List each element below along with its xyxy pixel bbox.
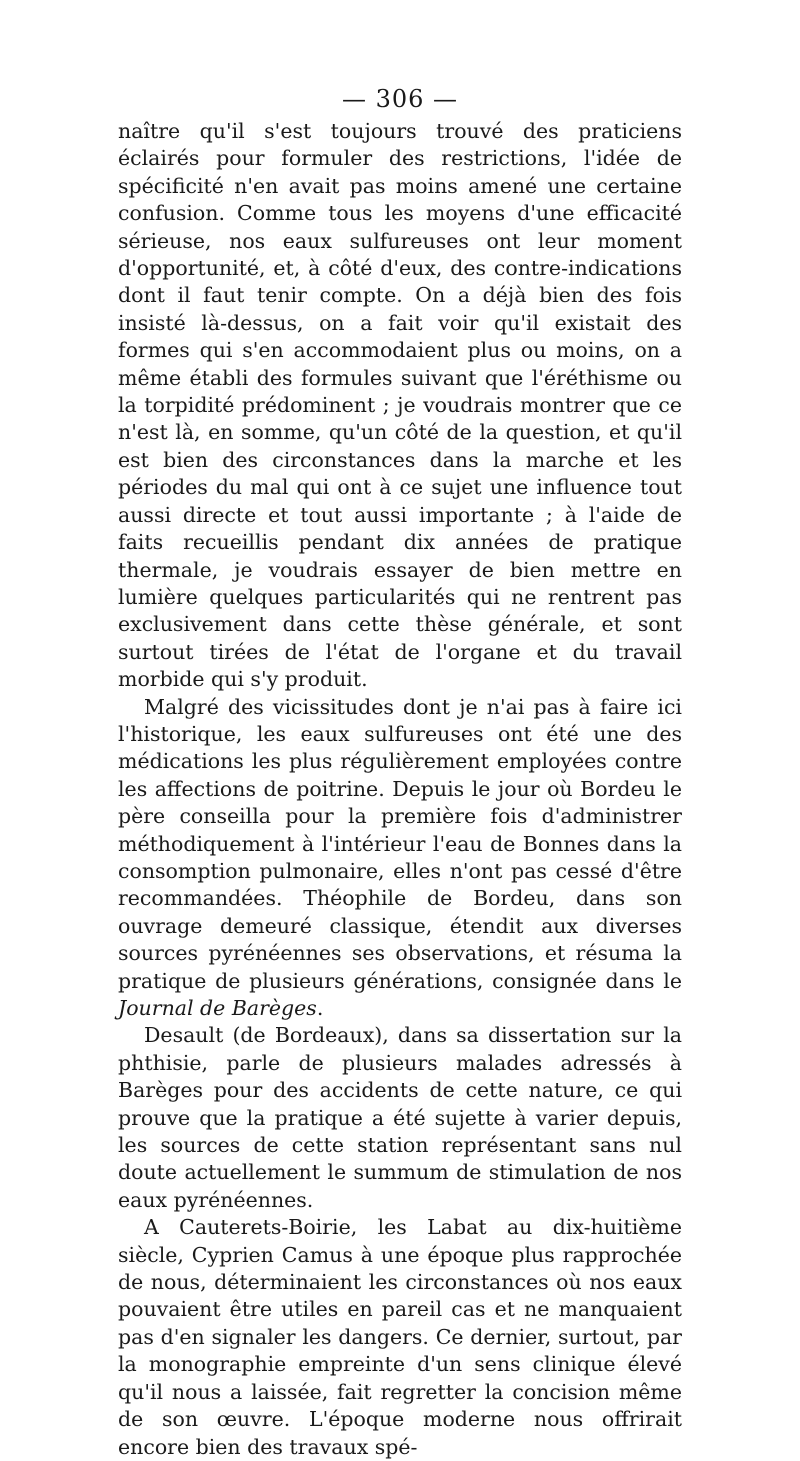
page-number: — 306 —	[341, 85, 459, 113]
paragraph-1	[118, 118, 682, 694]
journal-title: Journal de Barèges	[118, 996, 317, 1020]
paragraph-3	[118, 1022, 682, 1214]
paragraph-2-text: Malgré des vicissitudes dont je n'ai pas à faire ici l'historique, les eaux sulfureuses ont été une des médications les plus régulièrement employées contre les affections de poitrine. Depuis le jour où Bordeu le père conseilla pour la première fois d'administrer méthodiquement à l'intérieur l'eau de Bonnes dans la consomption pulmonaire, elles n'ont pas cessé d'être recommandées. Théophile de Bordeu, dans son ouvrage demeuré classique, étendit aux diverses sources pyrénéennes ses observations, et résuma la pratique de plusieurs générations, consignée dans le	[118, 694, 682, 993]
paragraph-4	[118, 1214, 682, 1461]
body-text	[118, 118, 682, 1461]
paragraph-2-end: .	[316, 996, 324, 1020]
paragraph-2	[118, 694, 682, 1023]
paragraph-4-text: A Cauterets-Boirie, les Labat au dix-huitième siècle, Cyprien Camus à une époque plus rapprochée de nous, déterminaient les circonstances où nos eaux pouvaient être utiles en pareil cas et ne manquaient pas d'en signaler les dangers. Ce dernier, surtout, par la monographie empreinte d'un sens clinique élevé qu'il nous a laissée, fait regretter la concision même de son œuvre. L'époque moderne nous offrirait encore bien des travaux spé-	[118, 1215, 682, 1459]
paragraph-1-text: naître qu'il s'est toujours trouvé des praticiens éclairés pour formuler des restrictions, l'idée de spécificité n'en avait pas moins amené une certaine confusion. Comme tous les moyens d'une efficacité sérieuse, nos eaux sulfureuses ont leur moment d'opportunité, et, à côté d'eux, des contre-indications dont il faut tenir compte. On a déjà bien des fois insisté là-dessus, on a fait voir qu'il existait des formes qui s'en accommodaient plus ou moins, on a même établi des formules suivant que l'éréthisme ou la torpidité prédominent ; je voudrais montrer que ce n'est là, en somme, qu'un côté de la question, et qu'il est bien des circonstances dans la marche et les périodes du mal qui ont à ce sujet une influence tout aussi directe et tout aussi importante ; à l'aide de faits recueillis pendant dix années de pratique thermale, je voudrais essayer de bien mettre en lumière quelques particularités qui ne rentrent pas exclusivement dans cette thèse générale, et sont surtout tirées de l'état de l'organe et du travail morbide qui s'y produit.	[118, 119, 682, 692]
paragraph-3-text: Desault (de Bordeaux), dans sa dissertation sur la phthisie, parle de plusieurs malades adressés à Barèges pour des accidents de cette nature, ce qui prouve que la pratique a été sujette à varier depuis, les sources de cette station représentant sans nul doute actuellement le summum de stimulation de nos eaux pyrénéennes.	[118, 1023, 682, 1212]
